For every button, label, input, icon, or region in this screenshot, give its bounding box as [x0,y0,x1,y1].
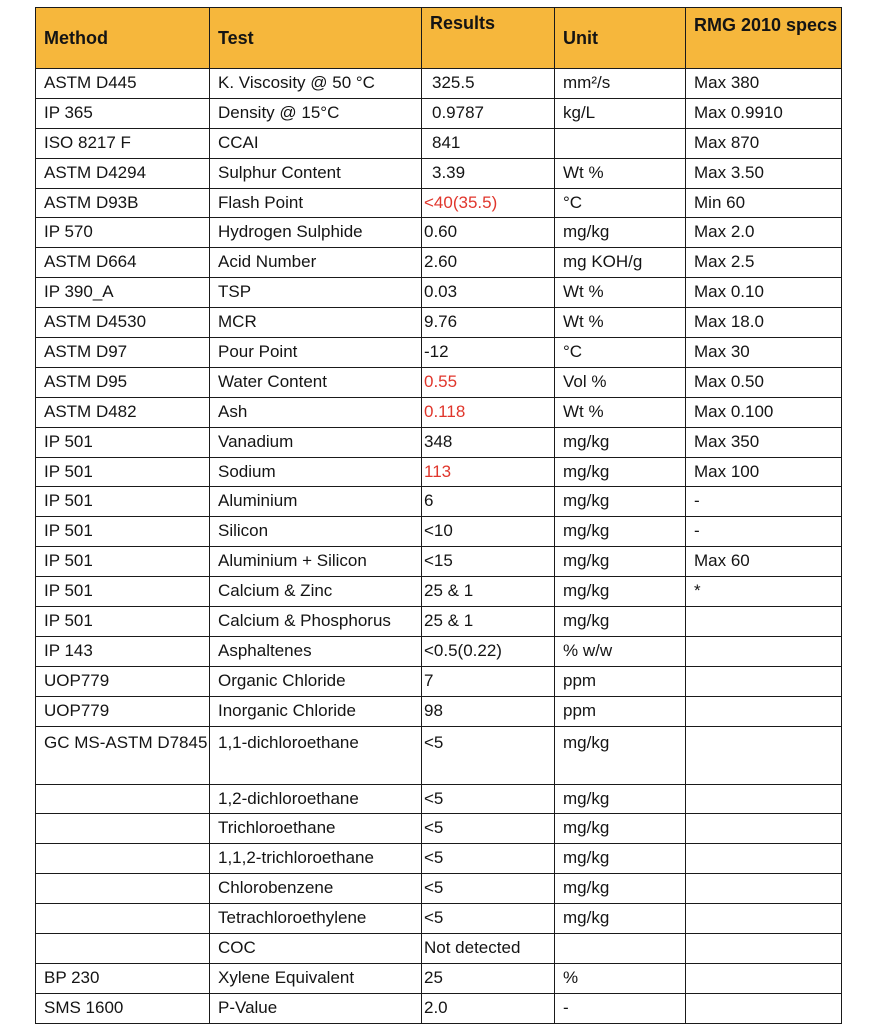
cell-test: Aluminium + Silicon [210,547,422,577]
cell-method: IP 570 [36,218,210,248]
cell-method: ASTM D4530 [36,308,210,338]
cell-unit: mg/kg [555,218,686,248]
cell-result: 348 [422,427,555,457]
cell-method: ASTM D97 [36,338,210,368]
cell-unit: mg/kg [555,607,686,637]
cell-unit: mg/kg [555,517,686,547]
cell-method [36,784,210,814]
cell-unit: mg/kg [555,547,686,577]
cell-unit: mg/kg [555,904,686,934]
cell-unit: mg/kg [555,487,686,517]
cell-test: COC [210,934,422,964]
header-test: Test [210,8,422,69]
cell-method: UOP779 [36,696,210,726]
cell-result: <5 [422,814,555,844]
cell-unit [555,934,686,964]
cell-method [36,904,210,934]
cell-result: <15 [422,547,555,577]
cell-spec [686,666,842,696]
cell-method [36,814,210,844]
cell-test: Density @ 15°C [210,98,422,128]
cell-result: <5 [422,904,555,934]
cell-result: -12 [422,338,555,368]
cell-spec: Max 0.10 [686,278,842,308]
cell-result: <5 [422,874,555,904]
cell-unit [555,128,686,158]
cell-spec: Max 60 [686,547,842,577]
table-row [36,248,842,278]
table-row [36,69,842,99]
table-row [36,278,842,308]
cell-spec [686,844,842,874]
cell-spec [686,636,842,666]
cell-result: 0.60 [422,218,555,248]
cell-spec [686,607,842,637]
table-row [36,158,842,188]
cell-method: SMS 1600 [36,993,210,1023]
table-row [36,696,842,726]
cell-method: IP 501 [36,547,210,577]
cell-spec: Max 350 [686,427,842,457]
table-row [36,904,842,934]
cell-test: Acid Number [210,248,422,278]
cell-test: MCR [210,308,422,338]
cell-test: Ash [210,397,422,427]
cell-method: ASTM D445 [36,69,210,99]
cell-unit: ppm [555,696,686,726]
table-row [36,844,842,874]
cell-test: Aluminium [210,487,422,517]
cell-method [36,844,210,874]
table-row [36,963,842,993]
cell-spec: Max 870 [686,128,842,158]
cell-test: 1,2-dichloroethane [210,784,422,814]
cell-test: Sodium [210,457,422,487]
header-results: Results [422,8,555,69]
table-header [36,8,842,69]
cell-unit: Wt % [555,397,686,427]
cell-unit: Wt % [555,308,686,338]
cell-method: UOP779 [36,666,210,696]
cell-spec [686,904,842,934]
cell-result: 2.0 [422,993,555,1023]
table-row [36,577,842,607]
table-row [36,218,842,248]
cell-result: <5 [422,844,555,874]
cell-result: 25 & 1 [422,607,555,637]
cell-result: 2.60 [422,248,555,278]
cell-spec [686,963,842,993]
cell-result: 0.03 [422,278,555,308]
cell-spec [686,934,842,964]
table-row [36,726,842,784]
cell-test: Trichloroethane [210,814,422,844]
cell-unit: mg/kg [555,874,686,904]
cell-unit: mm²/s [555,69,686,99]
table-row [36,128,842,158]
cell-test: P-Value [210,993,422,1023]
cell-test: Pour Point [210,338,422,368]
cell-unit: °C [555,188,686,218]
cell-spec: Max 380 [686,69,842,99]
cell-unit: % [555,963,686,993]
table-row [36,784,842,814]
table-row [36,934,842,964]
page-top-edge [0,0,875,7]
cell-method [36,874,210,904]
cell-result: <5 [422,784,555,814]
cell-method: IP 143 [36,636,210,666]
cell-result: 6 [422,487,555,517]
cell-test: Silicon [210,517,422,547]
cell-test: Vanadium [210,427,422,457]
cell-method: ISO 8217 F [36,128,210,158]
cell-result: 113 [422,457,555,487]
cell-method: IP 390_A [36,278,210,308]
cell-spec: Max 3.50 [686,158,842,188]
cell-test: Asphaltenes [210,636,422,666]
table-row [36,993,842,1023]
cell-test: Hydrogen Sulphide [210,218,422,248]
cell-spec: - [686,487,842,517]
cell-method: IP 501 [36,427,210,457]
header-row [36,8,842,69]
cell-unit: - [555,993,686,1023]
table-row [36,98,842,128]
cell-result: 841 [422,128,555,158]
table-body [36,69,842,1024]
cell-method: ASTM D482 [36,397,210,427]
table-row [36,814,842,844]
cell-unit: mg/kg [555,844,686,874]
cell-unit: mg/kg [555,457,686,487]
cell-spec: Max 0.50 [686,367,842,397]
cell-test: Inorganic Chloride [210,696,422,726]
cell-spec: - [686,517,842,547]
cell-spec [686,874,842,904]
cell-unit: kg/L [555,98,686,128]
cell-result: 25 [422,963,555,993]
cell-result: 0.9787 [422,98,555,128]
table-row [36,666,842,696]
cell-method: IP 365 [36,98,210,128]
cell-result: 325.5 [422,69,555,99]
table-row [36,517,842,547]
table-row [36,547,842,577]
cell-method: ASTM D93B [36,188,210,218]
cell-method: IP 501 [36,607,210,637]
cell-result: <40(35.5) [422,188,555,218]
cell-method: GC MS-ASTM D7845 [36,726,210,784]
cell-unit: Vol % [555,367,686,397]
cell-unit: mg/kg [555,726,686,784]
cell-method: IP 501 [36,517,210,547]
cell-unit: mg KOH/g [555,248,686,278]
cell-unit: mg/kg [555,784,686,814]
header-unit: Unit [555,8,686,69]
cell-test: Calcium & Zinc [210,577,422,607]
table-row [36,874,842,904]
cell-spec [686,696,842,726]
cell-method: IP 501 [36,457,210,487]
table-row [36,607,842,637]
header-spec: RMG 2010 specs [686,8,842,69]
cell-method: IP 501 [36,577,210,607]
cell-spec: Max 2.5 [686,248,842,278]
cell-unit: % w/w [555,636,686,666]
cell-unit: mg/kg [555,427,686,457]
cell-unit: ppm [555,666,686,696]
cell-unit: mg/kg [555,577,686,607]
table-row [36,487,842,517]
cell-test: Sulphur Content [210,158,422,188]
cell-spec: Max 0.9910 [686,98,842,128]
cell-result: Not detected [422,934,555,964]
table-row [36,338,842,368]
cell-spec: Max 0.100 [686,397,842,427]
cell-spec: Min 60 [686,188,842,218]
table-row [36,367,842,397]
cell-test: CCAI [210,128,422,158]
cell-method: IP 501 [36,487,210,517]
cell-spec [686,993,842,1023]
cell-unit: °C [555,338,686,368]
cell-test: K. Viscosity @ 50 °C [210,69,422,99]
cell-spec: Max 2.0 [686,218,842,248]
cell-result: <0.5(0.22) [422,636,555,666]
table-row [36,457,842,487]
cell-result: 9.76 [422,308,555,338]
cell-spec: * [686,577,842,607]
cell-test: Water Content [210,367,422,397]
cell-test: Chlorobenzene [210,874,422,904]
table-row [36,397,842,427]
cell-result: 7 [422,666,555,696]
table-row [36,308,842,338]
cell-method: ASTM D664 [36,248,210,278]
cell-test: Tetrachloroethylene [210,904,422,934]
cell-test: 1,1,2-trichloroethane [210,844,422,874]
cell-test: 1,1-dichloroethane [210,726,422,784]
header-method: Method [36,8,210,69]
cell-result: 98 [422,696,555,726]
cell-spec [686,814,842,844]
cell-spec [686,726,842,784]
cell-spec: Max 100 [686,457,842,487]
cell-test: Calcium & Phosphorus [210,607,422,637]
cell-result: 3.39 [422,158,555,188]
cell-test: Organic Chloride [210,666,422,696]
fuel-test-results-table [35,7,842,1024]
cell-method: ASTM D4294 [36,158,210,188]
table-row [36,636,842,666]
cell-result: <5 [422,726,555,784]
table-row [36,427,842,457]
cell-spec: Max 30 [686,338,842,368]
cell-result: 0.118 [422,397,555,427]
table-row [36,188,842,218]
cell-result: 0.55 [422,367,555,397]
cell-unit: Wt % [555,158,686,188]
cell-method: ASTM D95 [36,367,210,397]
cell-result: <10 [422,517,555,547]
cell-test: TSP [210,278,422,308]
cell-method [36,934,210,964]
cell-spec: Max 18.0 [686,308,842,338]
cell-unit: mg/kg [555,814,686,844]
cell-unit: Wt % [555,278,686,308]
cell-test: Flash Point [210,188,422,218]
cell-test: Xylene Equivalent [210,963,422,993]
cell-spec [686,784,842,814]
cell-result: 25 & 1 [422,577,555,607]
cell-method: BP 230 [36,963,210,993]
